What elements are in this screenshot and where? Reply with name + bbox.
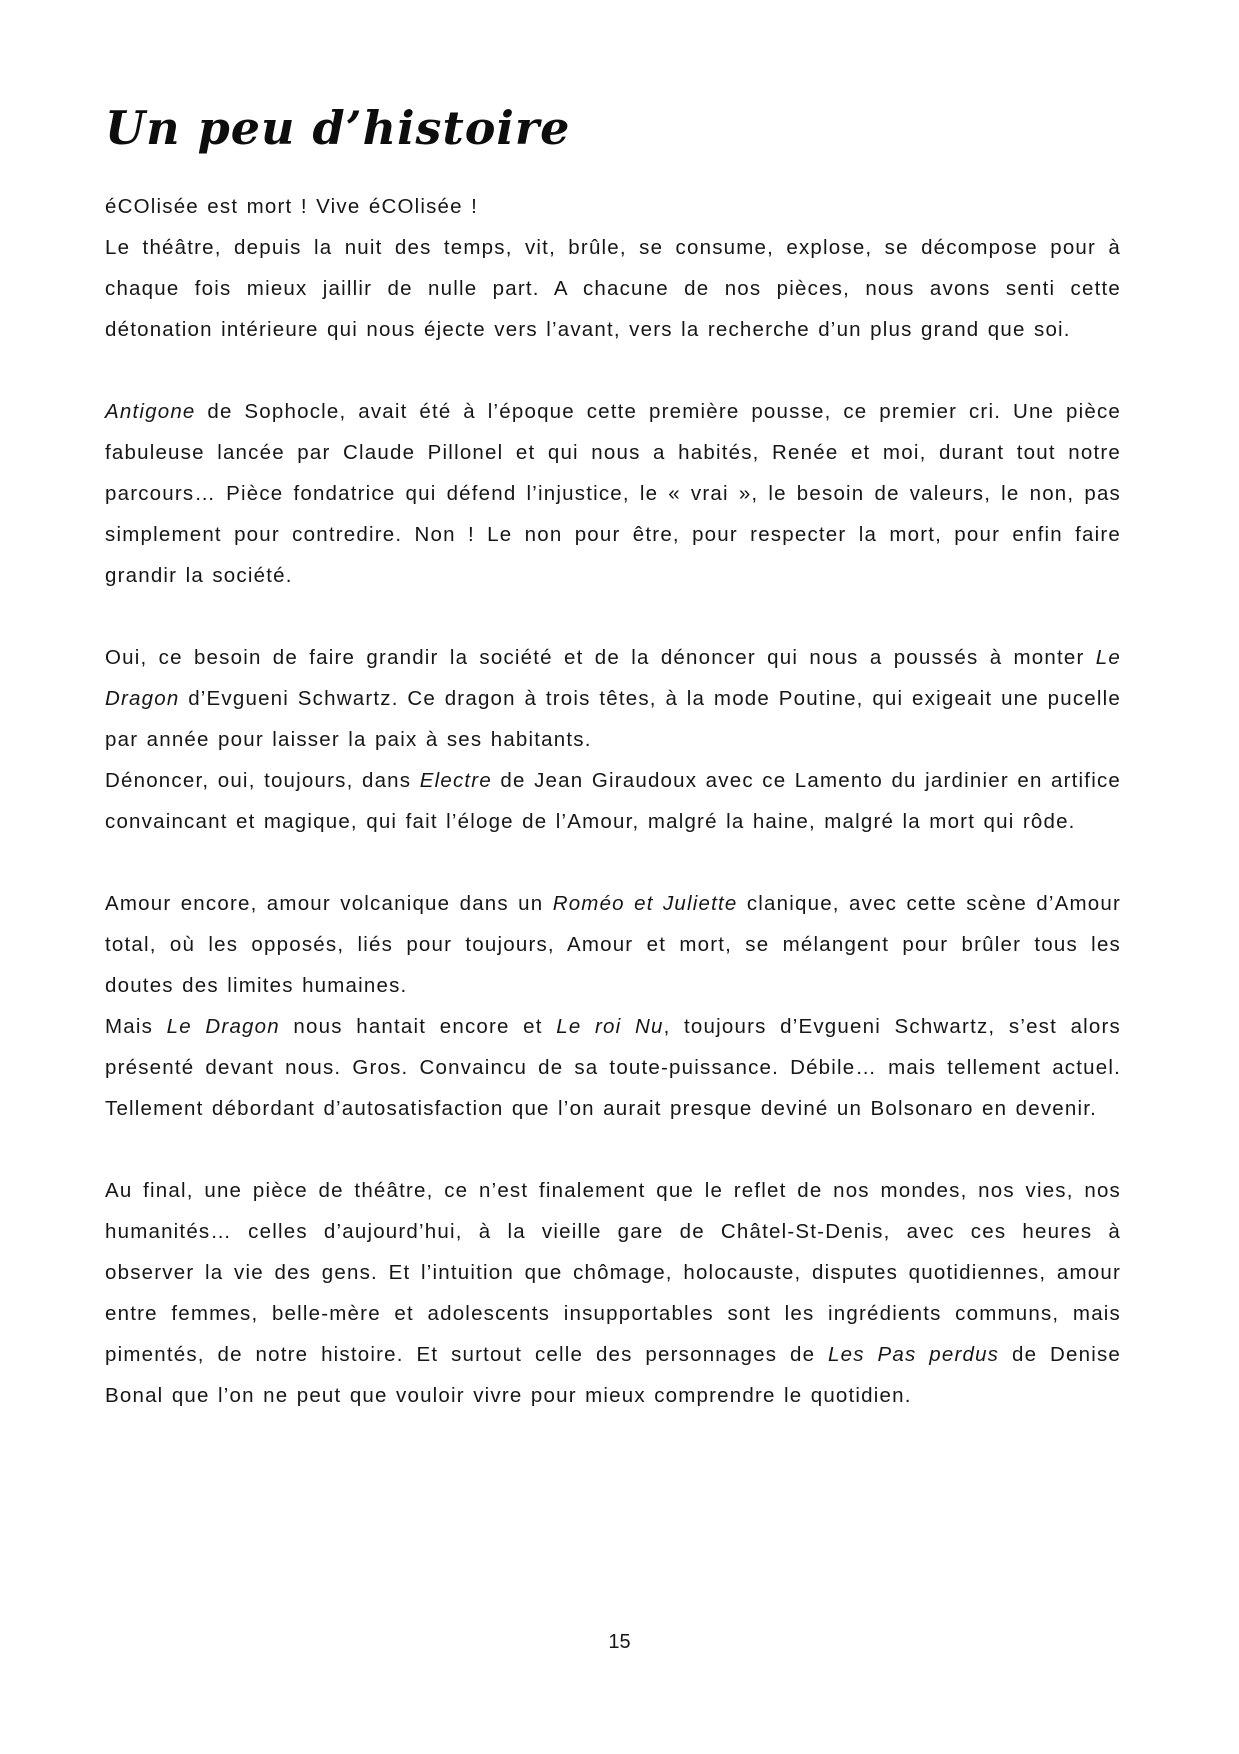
text-run-italic: Le roi Nu [556, 1015, 664, 1038]
text-run: de Jean Giraudoux avec ce Lamento du jardinier en artifice convaincant et magique, qui fait l’éloge de l’Amour, malgré la haine, malgré la mort qui rôde. [105, 769, 1121, 833]
text-run: de Denise Bonal que l’on ne peut que vouloir vivre pour mieux comprendre le quotidien. [105, 1343, 1122, 1407]
text-run: clanique, avec cette scène d’Amour total, où les opposés, liés pour toujours, Amour et mort, se mélangent pour brûler tous les doutes des limites humaines. [105, 892, 1121, 997]
page-number-footer [0, 1622, 1239, 1663]
text-run: nous hantait encore et [279, 1015, 557, 1038]
text-run: Mais [105, 1015, 167, 1038]
paragraph-6 [105, 883, 1121, 1006]
paragraph-3 [105, 391, 1121, 596]
paragraph-spacer [105, 842, 1121, 883]
text-run: de Sophocle, avait été à l’époque cette première pousse, ce premier cri. Une pièce fabuleuse lancée par Claude Pillonel et qui nous a habités, Renée et moi, durant tout notre parcours… Pièce fondatrice qui défend l’injustice, le « vrai », le besoin de valeurs, le non, pas simplement pour contredire. Non ! Le non pour être, pour respecter la mort, pour enfin faire grandir la société. [105, 400, 1121, 587]
paragraph-spacer [105, 596, 1121, 637]
paragraph-7 [105, 1006, 1121, 1129]
page-title: Un peu d’histoire [105, 101, 571, 155]
text-run-italic: Antigone [105, 400, 196, 423]
text-run-italic: Roméo et Juliette [552, 892, 738, 915]
paragraph-8 [105, 1170, 1121, 1416]
article-body [105, 186, 1121, 1416]
text-run-italic: Electre [419, 769, 492, 792]
text-run: Le théâtre, depuis la nuit des temps, vit, brûle, se consume, explose, se décompose pour à chaque fois mieux jaillir de nulle part. A chacune de nos pièces, nous avons senti cette détonation intérieure qui nous éjecte vers l’avant, vers la recherche d’un plus grand que soi. [105, 236, 1121, 341]
paragraph-spacer [105, 350, 1121, 391]
text-run-italic: Le Dragon [105, 646, 1121, 710]
text-run-italic: Les Pas perdus [828, 1343, 1000, 1366]
paragraph-5 [105, 760, 1121, 842]
text-run: d’Evgueni Schwartz. Ce dragon à trois têtes, à la mode Poutine, qui exigeait une pucelle par année pour laisser la paix à ses habitants. [105, 687, 1121, 751]
page-content [105, 92, 1121, 1416]
text-run: éCOlisée est mort ! Vive éCOlisée ! [105, 195, 479, 218]
paragraph-spacer [105, 1129, 1121, 1170]
text-run: Oui, ce besoin de faire grandir la société et de la dénoncer qui nous a poussés à monter [105, 646, 1096, 669]
page-number: 15 [608, 1631, 631, 1653]
text-run: Dénoncer, oui, toujours, dans [105, 769, 420, 792]
paragraph-2 [105, 227, 1121, 350]
text-run: Amour encore, amour volcanique dans un [105, 892, 553, 915]
paragraph-4 [105, 637, 1121, 760]
text-run: , toujours d’Evgueni Schwartz, s’est alors présenté devant nous. Gros. Convaincu de sa toute-puissance. Débile… mais tellement actuel. Tellement débordant d’autosatisfaction que l’on aurait presque deviné un Bolsonaro en devenir. [105, 1015, 1122, 1120]
paragraph-1 [105, 186, 1121, 227]
text-run-italic: Le Dragon [166, 1015, 280, 1038]
text-run: Au final, une pièce de théâtre, ce n’est finalement que le reflet de nos mondes, nos vies, nos humanités… celles d’aujourd’hui, à la vieille gare de Châtel-St-Denis, avec ces heures à observer la vie des gens. Et l’intuition que chômage, holocauste, disputes quotidiennes, amour entre femmes, belle-mère et adolescents insupportables sont les ingrédients communs, mais pimentés, de notre histoire. Et surtout celle des personnages de [105, 1179, 1121, 1366]
